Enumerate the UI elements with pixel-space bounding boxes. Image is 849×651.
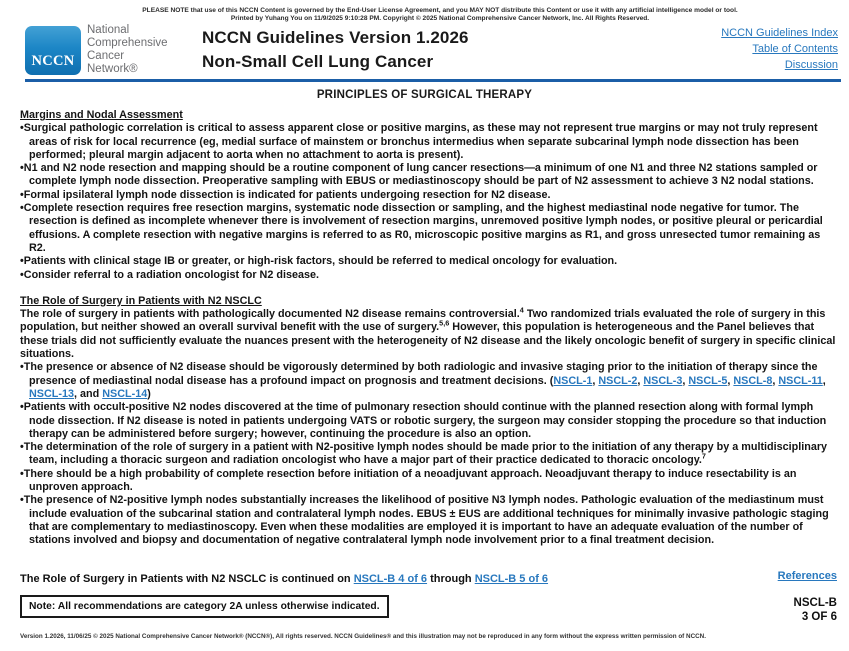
category-note-box [20, 595, 389, 618]
text-run: ) [147, 387, 151, 400]
text-run: Complete resection requires free resection margins, systematic node dissection or sampling, and the highest mediastinal node negative for tumor. The resection is defined as incomplete whenever there is involvement of resection margins, unremoved positive lymph nodes, or positive pleural or pericardial effusions. A complete resection with negative margins is referred to as R0, microscopic positive margins as R1, and gross unresected tumor remaining as R2. [23, 202, 823, 254]
nav-link-discussion[interactable]: Discussion [784, 59, 838, 71]
inline-link-nscl-3[interactable]: NSCL-3 [643, 374, 683, 387]
page-heading: PRINCIPLES OF SURGICAL THERAPY [316, 89, 533, 101]
org-name-line: Network® [87, 63, 138, 75]
text-run: , [772, 374, 779, 387]
header-nav [721, 25, 838, 73]
text-run: The presence or absence of N2 disease should be vigorously determined by both radiologic and invasive staging prior to the initiation of therapy since the presence of mediastinal nodal disease has a profound impact on prognosis and treatment decisions. ( [23, 361, 818, 387]
license-notice-line1: PLEASE NOTE that use of this NCCN Content is governed by the End-User License Agreement, and you MAY NOT distribute this Content or use it with any artificial intelligence model or tool. [142, 7, 738, 14]
bullet-item [20, 255, 838, 268]
bullet-item [20, 494, 838, 547]
bullet-item [20, 162, 838, 189]
org-name-line: National [87, 24, 130, 36]
page-identifier [794, 596, 837, 624]
text-run: The presence of N2-positive lymph nodes substantially increases the likelihood of positive N3 lymph nodes. Pathologic evaluation of the mediastinum must include evaluation of the subcarinal station and contralateral lymph nodes. EBUS ± EUS are additional techniques for minimally invasive pathologic staging that are complementary to mediastinoscopy. Even when these modalities are employed it is important to have an adequate evaluation of the number of stations involved and biopsy and documentation of negative contralateral lymph node involvement prior to a final treatment decision. [23, 494, 829, 547]
inline-link-nscl-14[interactable]: NSCL-14 [102, 387, 148, 400]
page-code: NSCL-B [793, 597, 837, 609]
text-run: Surgical pathologic correlation is critical to assess apparent close or positive margins, as these may not represent true margins or may not truly represent areas of risk for local recurrence (eg, medial surface of mainstem or bronchus intermedius when separate subcarinal lymph node dissection has been performed; pleural margin adjacent to aorta when no attachment to aorta is present). [23, 122, 818, 161]
bullet-item [20, 269, 838, 282]
header-divider [25, 79, 841, 82]
margins-bullet-list [20, 122, 838, 282]
nccn-logo [25, 26, 81, 75]
section-role-of-surgery-n2 [20, 295, 838, 548]
text-run: There should be a high probability of complete resection before initiation of a neoadjuvant approach. Neoadjuvant therapy to induce resectability is an unproven approach. [23, 467, 797, 494]
text-run: The determination of the role of surgery in a patient with N2-positive lymph nodes should be made prior to the initiation of any therapy by a multidisciplinary team, including a thoracic surgeon and radiation oncologist who have a major part of their practice dedicated to thoracic oncology. [23, 441, 828, 467]
org-name [87, 24, 168, 76]
section-margins-nodal-assessment [20, 109, 838, 282]
org-name-line: Cancer [87, 50, 125, 62]
section-heading-n2-role: The Role of Surgery in Patients with N2 NSCLC [20, 294, 262, 307]
nav-link-table-of-contents[interactable]: Table of Contents [752, 43, 838, 55]
text-run: Two randomized trials evaluated the role of surgery in this population, but neither showed an overall survival benefit with the use of surgery. [20, 308, 826, 334]
bullet-item [20, 401, 838, 441]
continued-on-line [20, 572, 720, 586]
cancer-type-title: Non-Small Cell Lung Cancer [202, 52, 434, 71]
section-heading-margins: Margins and Nodal Assessment [20, 109, 183, 121]
footnote-ref: 7 [701, 451, 706, 461]
text-run: N1 and N2 node resection and mapping should be a routine component of lung cancer resections—a minimum of one N1 and three N2 stations sampled or complete lymph node dissection. Preoperative sampling with EBUS or mediastinoscopy should be part of N2 assessment to achieve 3 N2 nodal stations. [23, 162, 818, 188]
document-title [202, 26, 469, 74]
footnote-ref: 5,6 [439, 318, 450, 328]
inline-link-nscl-13[interactable]: NSCL-13 [29, 387, 74, 400]
inline-link-nscl-5[interactable]: NSCL-5 [688, 374, 728, 387]
page-number: 3 OF 6 [801, 611, 837, 623]
text-run: The Role of Surgery in Patients with N2 NSCLC is continued on [20, 573, 354, 585]
bullet-item [20, 361, 838, 401]
inline-link-nscl-8[interactable]: NSCL-8 [733, 374, 773, 387]
guidelines-version-title: NCCN Guidelines Version 1.2026 [202, 28, 469, 47]
nav-link-guidelines-index[interactable]: NCCN Guidelines Index [721, 27, 838, 39]
org-name-line: Comprehensive [87, 37, 168, 49]
section-gap [20, 282, 838, 295]
text-run: , [727, 374, 734, 387]
category-note-text: Note: All recommendations are category 2A unless otherwise indicated. [29, 601, 380, 612]
text-run: The role of surgery in patients with pathologically documented N2 disease remains controversial. [20, 308, 520, 321]
text-run: , [822, 374, 826, 387]
text-run: , [637, 374, 644, 387]
inline-link-nscl-11[interactable]: NSCL-11 [778, 374, 823, 387]
text-run: Formal ipsilateral lymph node dissection is indicated for patients undergoing resection for N2 disease. [23, 188, 551, 201]
footnote-ref: 4 [519, 305, 524, 315]
text-run: through [427, 573, 475, 585]
bullet-item [20, 122, 838, 162]
text-run: Consider referral to a radiation oncologist for N2 disease. [23, 268, 319, 281]
inline-link-nscl-b-5-of-6[interactable]: NSCL-B 5 of 6 [474, 573, 549, 585]
document-body [20, 109, 838, 548]
text-run: , [682, 374, 689, 387]
bullet-item [20, 441, 838, 468]
license-notice-line2: Printed by Yuhang You on 11/9/2025 9:10:28 PM. Copyright © 2025 National Comprehensive Cancer Network, Inc. All Rights Reserved. [230, 15, 650, 23]
inline-link-nscl-2[interactable]: NSCL-2 [598, 374, 638, 387]
nccn-logo-text: NCCN [31, 53, 75, 69]
n2-intro-paragraph [20, 305, 838, 361]
license-notice [110, 7, 770, 24]
copyright-footer: Version 1.2026, 11/06/25 © 2025 National Comprehensive Cancer Network® (NCCN®), All rights reserved. NCCN Guidelines® and this illustration may not be reproduced in any form without the express written permission of NCCN. [20, 633, 706, 640]
text-run: Patients with occult-positive N2 nodes discovered at the time of pulmonary resection should continue with the planned resection along with formal lymph node dissection. If N2 disease is noted in patients undergoing VATS or robotic surgery, the surgeon may consider stopping the procedure so that induction therapy can be administered before surgery; however, continuing the procedure is also an option. [23, 401, 827, 440]
text-run: Patients with clinical stage IB or greater, or high-risk factors, should be referred to medical oncology for evaluation. [23, 255, 618, 268]
bullet-item [20, 468, 838, 495]
text-run: , and [74, 387, 103, 400]
bullet-item [20, 202, 838, 255]
text-run: , [592, 374, 599, 387]
bullet-item [20, 189, 838, 202]
text-run: However, this population is heterogeneous and the Panel believes that these trials did not sufficiently evaluate the nuances present with the heterogeneity of N2 disease and the likely oncologic benefit of surgery in specific clinical situations. [20, 321, 836, 361]
inline-link-nscl-1[interactable]: NSCL-1 [553, 374, 593, 387]
inline-link-nscl-b-4-of-6[interactable]: NSCL-B 4 of 6 [353, 573, 428, 585]
n2-bullet-list [20, 361, 838, 547]
references-link[interactable]: References [777, 570, 837, 582]
